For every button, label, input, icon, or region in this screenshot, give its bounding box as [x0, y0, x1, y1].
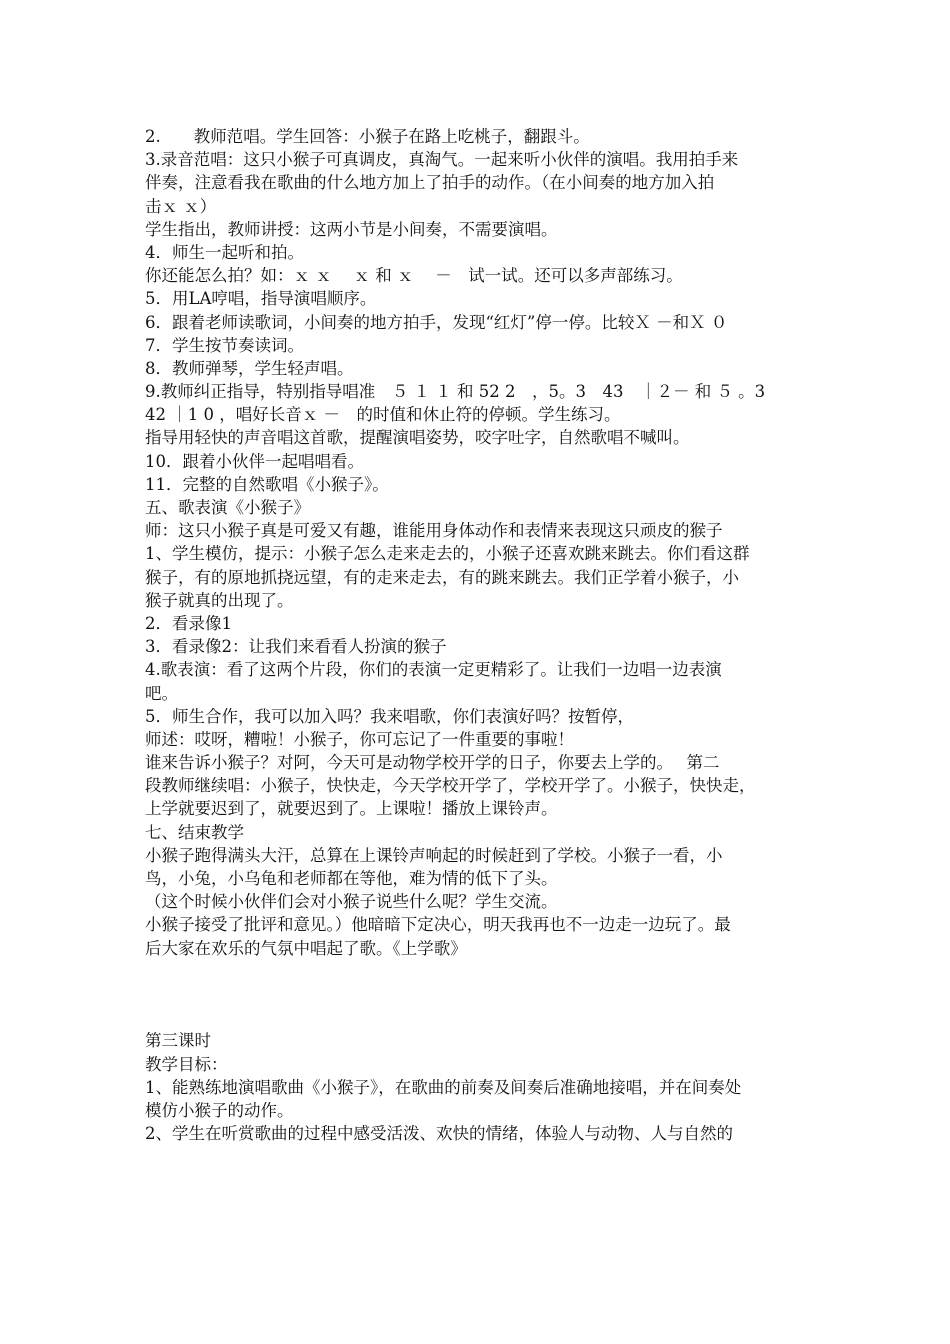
text-line: 5．师生合作，我可以加入吗？我来唱歌，你们表演好吗？按暂停，	[145, 706, 634, 726]
text-line: 小猴子跑得满头大汗，总算在上课铃声响起的时候赶到了学校。小猴子一看，小	[145, 845, 723, 865]
text-line: 2．看录像1	[145, 613, 232, 633]
text-line: 3.录音范唱：这只小猴子可真调皮，真淘气。一起来听小伙伴的演唱。我用拍手来	[145, 150, 739, 170]
text-line: 1、学生模仿，提示：小猴子怎么走来走去的，小猴子还喜欢跳来跳去。你们看这群	[145, 544, 750, 564]
text-line: 你还能怎么拍？如：ｘ ｘ ｘ 和 ｘ － 试一试。还可以多声部练习。	[145, 266, 683, 286]
text-line: 猴子就真的出现了。	[145, 590, 294, 610]
text-line: 4.歌表演：看了这两个片段，你们的表演一定更精彩了。让我们一边唱一边表演	[145, 660, 722, 680]
text-line: 段教师继续唱：小猴子，快快走，今天学校开学了，学校开学了。小猴子，快快走，	[145, 776, 756, 796]
text-line: 9.教师纠正指导，特别指导唱准 ５ １ １ 和 52 2 ，5。3 43 ｜２－ 和 ５ 。3	[145, 382, 766, 402]
text-line: 上学就要迟到了，就要迟到了。上课啦！播放上课铃声。	[145, 799, 558, 819]
lesson-three	[145, 1029, 813, 1145]
text-line: 师：这只小猴子真是可爱又有趣，谁能用身体动作和表情来表现这只顽皮的猴子	[145, 521, 723, 541]
text-line: 11．完整的自然歌唱《小猴子》。	[145, 474, 389, 494]
text-line: 4．师生一起听和拍。	[145, 242, 304, 262]
text-line: 指导用轻快的声音唱这首歌，提醒演唱姿势，咬字吐字，自然歌唱不喊叫。	[145, 428, 690, 448]
paragraph-gap	[145, 960, 813, 1030]
text-line: 7．学生按节奏读词。	[145, 335, 304, 355]
text-line: 鸟，小兔，小乌龟和老师都在等他，难为情的低下了头。	[145, 869, 558, 888]
section-heading: 五、歌表演《小猴子》	[145, 498, 310, 517]
text-line: 学生指出，教师讲授：这两小节是小间奏，不需要演唱。	[145, 219, 558, 239]
lesson-heading: 第三课时	[145, 1031, 211, 1051]
text-line: 8．教师弹琴，学生轻声唱。	[145, 358, 354, 378]
text-line: 猴子，有的原地抓挠远望，有的走来走去，有的跳来跳去。我们正学着小猴子，小	[145, 567, 739, 587]
text-line: 42 ｜1 0 ，唱好长音ｘ － 的时值和休止符的停顿。学生练习。	[145, 405, 621, 425]
text-line: 2、学生在听赏歌曲的过程中感受活泼、欢快的情绪，体验人与动物、人与自然的	[145, 1124, 733, 1144]
document-page	[145, 125, 813, 1145]
objectives-heading: 教学目标：	[145, 1054, 228, 1074]
lesson-body	[145, 125, 813, 960]
text-line: 模仿小猴子的动作。	[145, 1100, 294, 1120]
text-line: 2. 教师范唱。学生回答：小猴子在路上吃桃子，翻跟斗。	[145, 127, 590, 146]
text-line: 击ｘ ｘ）	[145, 196, 217, 216]
section-heading: 七、结束教学	[145, 822, 244, 842]
text-line: 谁来告诉小猴子？对阿，今天可是动物学校开学的日子，你要去上学的。 第二	[145, 753, 720, 773]
text-line: 3．看录像2：让我们来看看人扮演的猴子	[145, 637, 447, 657]
text-line: 1、能熟练地演唱歌曲《小猴子》，在歌曲的前奏及间奏后准确地接唱，并在间奏处	[145, 1077, 742, 1097]
text-line: 后大家在欢乐的气氛中唱起了歌。《上学歌》	[145, 938, 467, 958]
text-line: 小猴子接受了批评和意见。）他暗暗下定决心，明天我再也不一边走一边玩了。最	[145, 915, 731, 935]
text-line: 吧。	[145, 683, 178, 703]
text-line: 6．跟着老师读歌词，小间奏的地方拍手，发现“红灯”停一停。比较Ｘ －和Ｘ ０	[145, 312, 728, 332]
text-line: （这个时候小伙伴们会对小猴子说些什么呢？学生交流。	[145, 892, 558, 912]
text-line: 5．用LA哼唱，指导演唱顺序。	[145, 289, 377, 309]
text-line: 10．跟着小伙伴一起唱唱看。	[145, 451, 364, 471]
text-line: 伴奏，注意看我在歌曲的什么地方加上了拍手的动作。（在小间奏的地方加入拍	[145, 173, 715, 193]
text-line: 师述：哎呀，糟啦！小猴子，你可忘记了一件重要的事啦！	[145, 729, 574, 749]
